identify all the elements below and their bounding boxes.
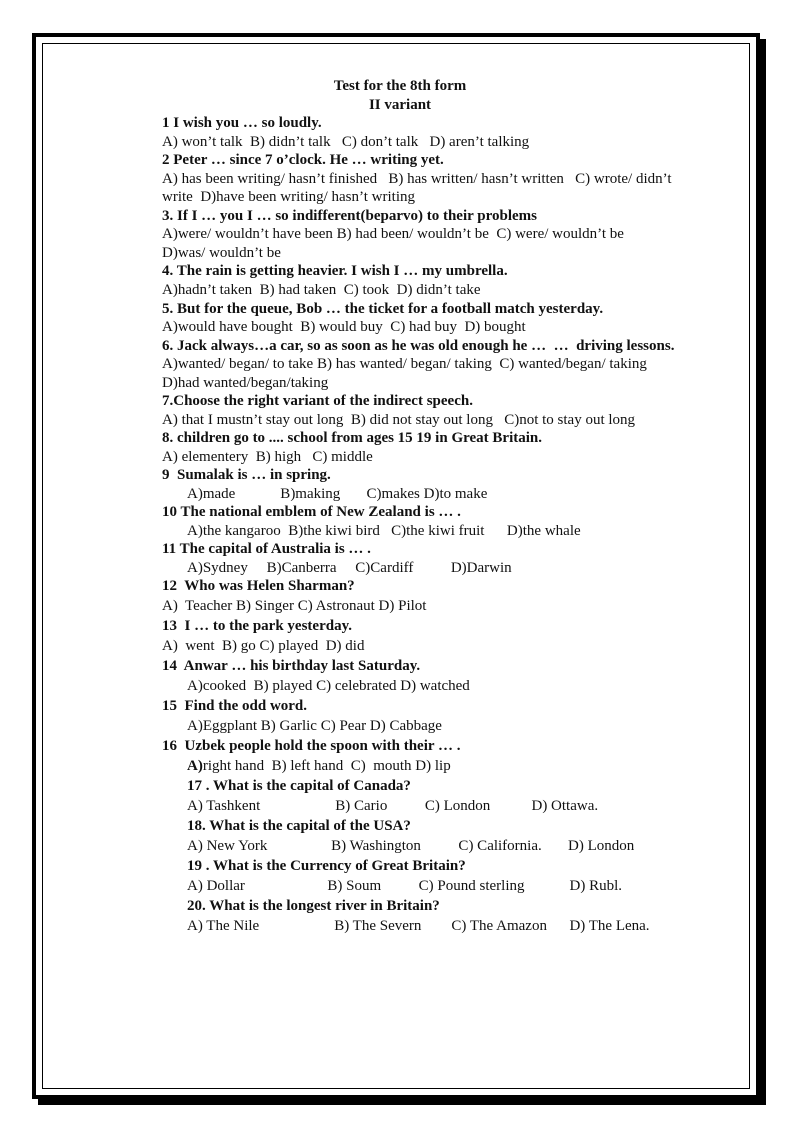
question-11: 11 The capital of Australia is … . (162, 541, 371, 557)
question-14: 14 Anwar … his birthday last Saturday. (162, 658, 421, 674)
question-19: 19 . What is the Currency of Great Britain? (187, 858, 466, 874)
question-1: 1 I wish you … so loudly. (162, 115, 322, 131)
answers-5: A)would have bought B) would buy C) had buy D) bought (162, 319, 526, 335)
answers-6-line1: A)wanted/ began/ to take B) has wanted/ began/ taking C) wanted/began/ taking (162, 356, 647, 372)
question-4: 4. The rain is getting heavier. I wish I … my umbrella. (162, 263, 508, 279)
question-20: 20. What is the longest river in Britain? (187, 898, 440, 914)
question-7: 7.Choose the right variant of the indirect speech. (162, 393, 473, 409)
answers-18: A) New York B) Washington C) California. D) London (187, 838, 635, 854)
question-10: 10 The national emblem of New Zealand is … . (162, 504, 461, 520)
answer-16-a-label: A) (187, 758, 203, 774)
answers-8: A) elementery B) high C) middle (162, 449, 373, 465)
answers-14: A)cooked B) played C) celebrated D) watched (187, 678, 470, 694)
answers-10: A)the kangaroo B)the kiwi bird C)the kiwi fruit D)the whale (187, 523, 581, 539)
question-5: 5. But for the queue, Bob … the ticket for a football match yesterday. (162, 301, 604, 317)
answers-15: A)Eggplant B) Garlic C) Pear D) Cabbage (187, 718, 442, 734)
question-3: 3. If I … you I … so indifferent(beparvo) to their problems (162, 208, 537, 224)
test-title: Test for the 8th form (333, 78, 467, 94)
question-16: 16 Uzbek people hold the spoon with their … . (162, 738, 461, 754)
question-13: 13 I … to the park yesterday. (162, 618, 352, 634)
question-9: 9 Sumalak is … in spring. (162, 467, 331, 483)
question-8: 8. children go to .... school from ages 15 19 in Great Britain. (162, 430, 542, 446)
answers-7: A) that I mustn’t stay out long B) did not stay out long C)not to stay out long (162, 412, 636, 428)
answers-3-line2: D)was/ wouldn’t be (162, 245, 281, 261)
question-18: 18. What is the capital of the USA? (187, 818, 411, 834)
answers-16 (187, 757, 451, 776)
answers-4: A)hadn’t taken B) had taken C) took D) didn’t take (162, 282, 481, 298)
question-6: 6. Jack always…a car, so as soon as he was old enough he … … driving lessons. (162, 338, 675, 354)
question-2: 2 Peter … since 7 o’clock. He … writing yet. (162, 152, 444, 168)
question-15: 15 Find the odd word. (162, 698, 308, 714)
answers-9: A)made B)making C)makes D)to make (187, 486, 488, 502)
answer-16-options: right hand B) left hand C) mouth D) lip (202, 758, 451, 774)
answers-12: A) Teacher B) Singer C) Astronaut D) Pilot (162, 598, 427, 614)
answers-17: A) Tashkent B) Cario C) London D) Ottawa. (187, 798, 599, 814)
answers-6-line2: D)had wanted/began/taking (162, 375, 329, 391)
test-variant: II variant (368, 97, 432, 113)
answers-2-line2: write D)have been writing/ hasn’t writing (162, 189, 415, 205)
question-17: 17 . What is the capital of Canada? (187, 778, 411, 794)
answers-1: A) won’t talk B) didn’t talk C) don’t talk D) aren’t talking (162, 134, 530, 150)
answers-11: A)Sydney B)Canberra C)Cardiff D)Darwin (187, 560, 512, 576)
answers-3-line1: A)were/ wouldn’t have been B) had been/ wouldn’t be C) were/ wouldn’t be (162, 226, 624, 242)
answers-19: A) Dollar B) Soum C) Pound sterling D) Rubl. (187, 878, 622, 894)
answers-13: A) went B) go C) played D) did (162, 638, 365, 654)
answers-2-line1: A) has been writing/ hasn’t finished B) has written/ hasn’t written C) wrote/ didn’t (162, 171, 672, 187)
answers-20: A) The Nile B) The Severn C) The Amazon D) The Lena. (187, 918, 650, 934)
question-12: 12 Who was Helen Sharman? (162, 578, 355, 594)
